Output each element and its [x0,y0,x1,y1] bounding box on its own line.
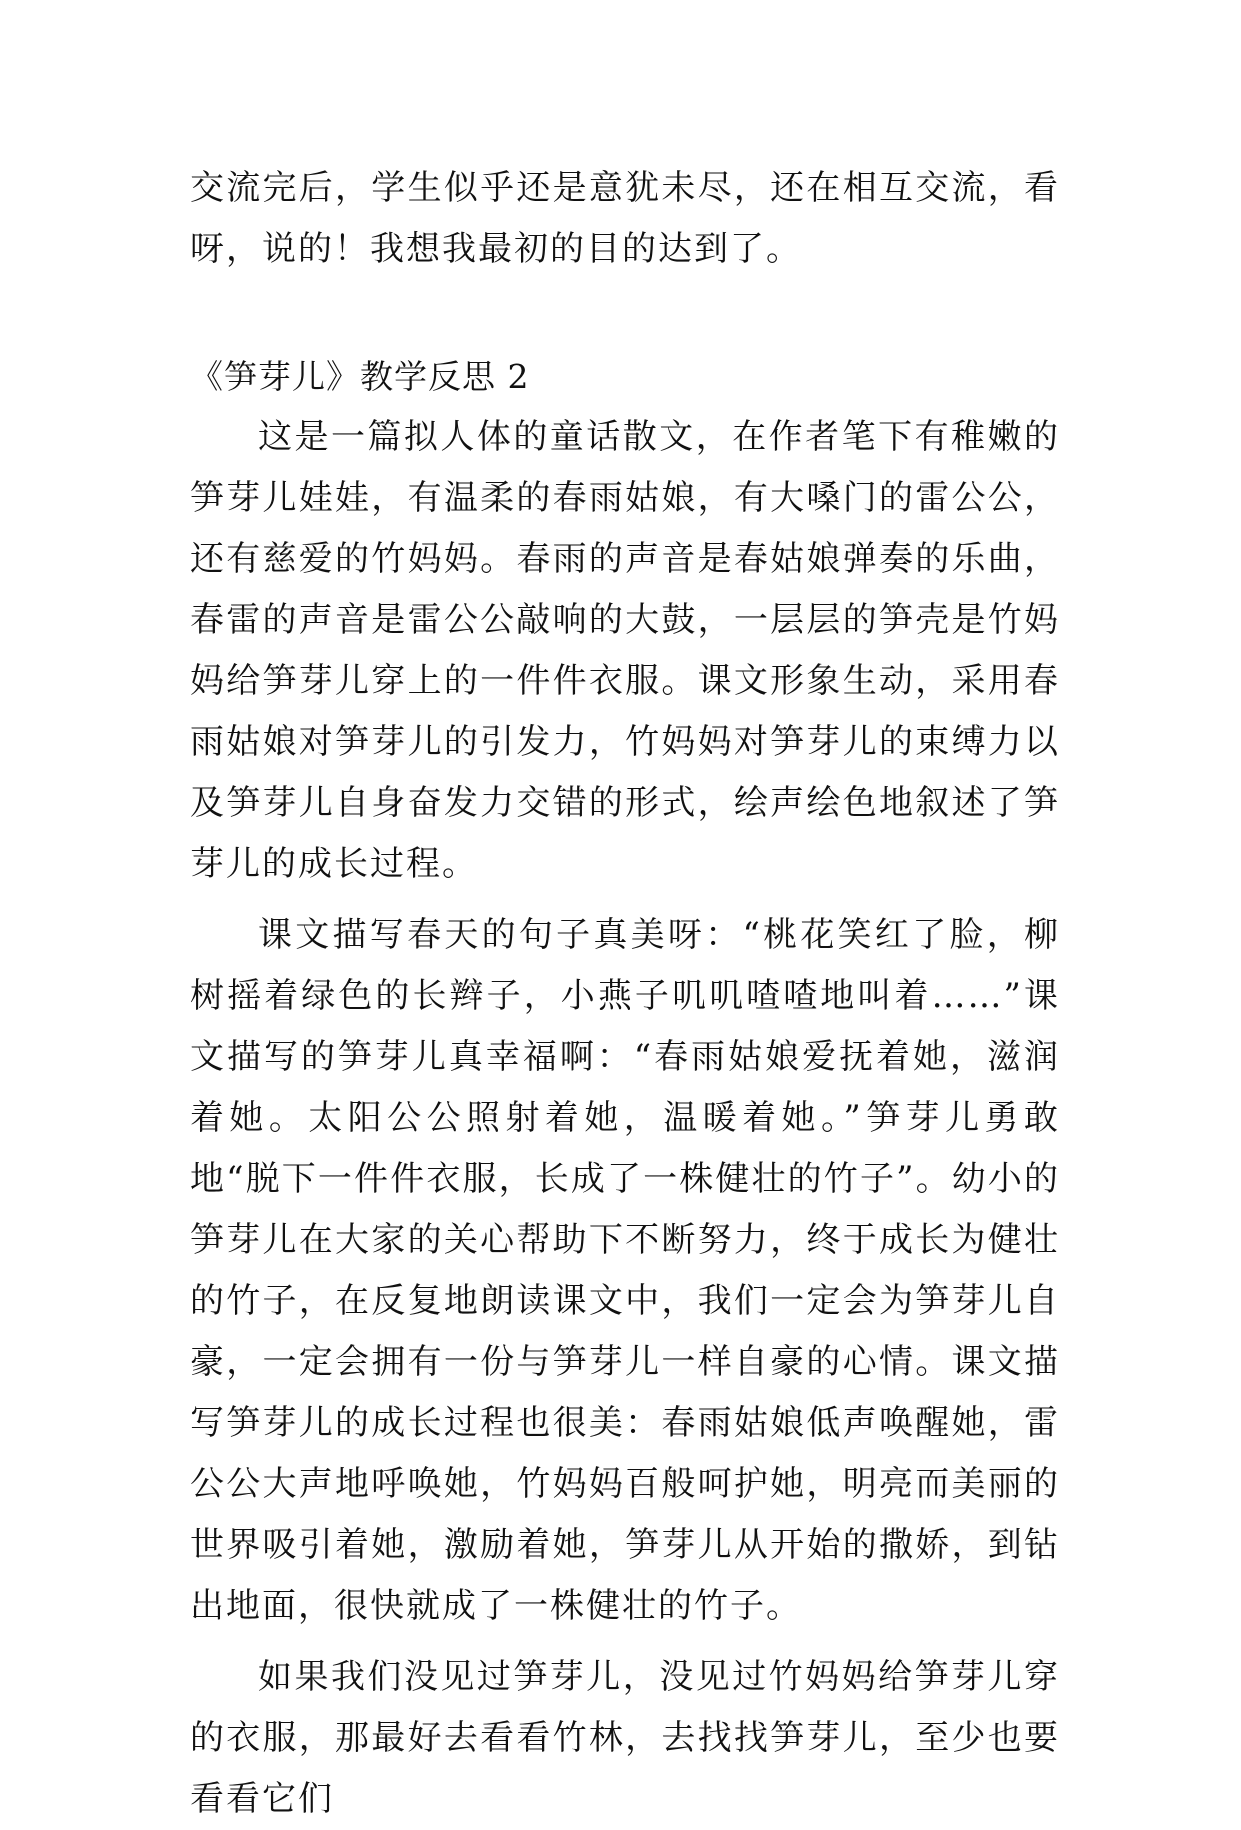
body-paragraph-2: 课文描写春天的句子真美呀：“桃花笑红了脸，柳树摇着绿色的长辫子，小燕子叽叽喳喳地叫着……”课文描写的笋芽儿真幸福啊：“春雨姑娘爱抚着她，滋润着她。太阳公公照射着她，温暖着她。”笋芽儿勇敢地“脱下一件件衣服，长成了一株健壮的竹子”。幼小的笋芽儿在大家的关心帮助下不断努力，终于成长为健壮的竹子，在反复地朗读课文中，我们一定会为笋芽儿自豪，一定会拥有一份与笋芽儿一样自豪的心情。课文描写笋芽儿的成长过程也很美：春雨姑娘低声唤醒她，雷公公大声地呼唤她，竹妈妈百般呵护她，明亮而美丽的世界吸引着她，激励着她，笋芽儿从开始的撒娇，到钻出地面，很快就成了一株健壮的竹子。 [190,915,1060,1626]
text-column [190,158,1060,1830]
body-paragraph-1: 这是一篇拟人体的童话散文，在作者笔下有稚嫩的笋芽儿娃娃，有温柔的春雨姑娘，有大嗓门的雷公公，还有慈爱的竹妈妈。春雨的声音是春姑娘弹奏的乐曲，春雷的声音是雷公公敲响的大鼓，一层层的笋壳是竹妈妈给笋芽儿穿上的一件件衣服。课文形象生动，采用春雨姑娘对笋芽儿的引发力，竹妈妈对笋芽儿的束缚力以及笋芽儿自身奋发力交错的形式，绘声绘色地叙述了笋芽儿的成长过程。 [190,417,1060,884]
spacer [190,280,1060,346]
spacer [190,895,1060,905]
intro-paragraph: 交流完后，学生似乎还是意犹未尽，还在相互交流，看呀，说的！我想我最初的目的达到了。 [190,168,1060,269]
spacer [190,1637,1060,1647]
body-paragraph-3: 如果我们没见过笋芽儿，没见过竹妈妈给笋芽儿穿的衣服，那最好去看看竹林，去找找笋芽儿，至少也要看看它们 [190,1657,1060,1819]
section-title: 《笋芽儿》教学反思 2 [190,357,530,396]
